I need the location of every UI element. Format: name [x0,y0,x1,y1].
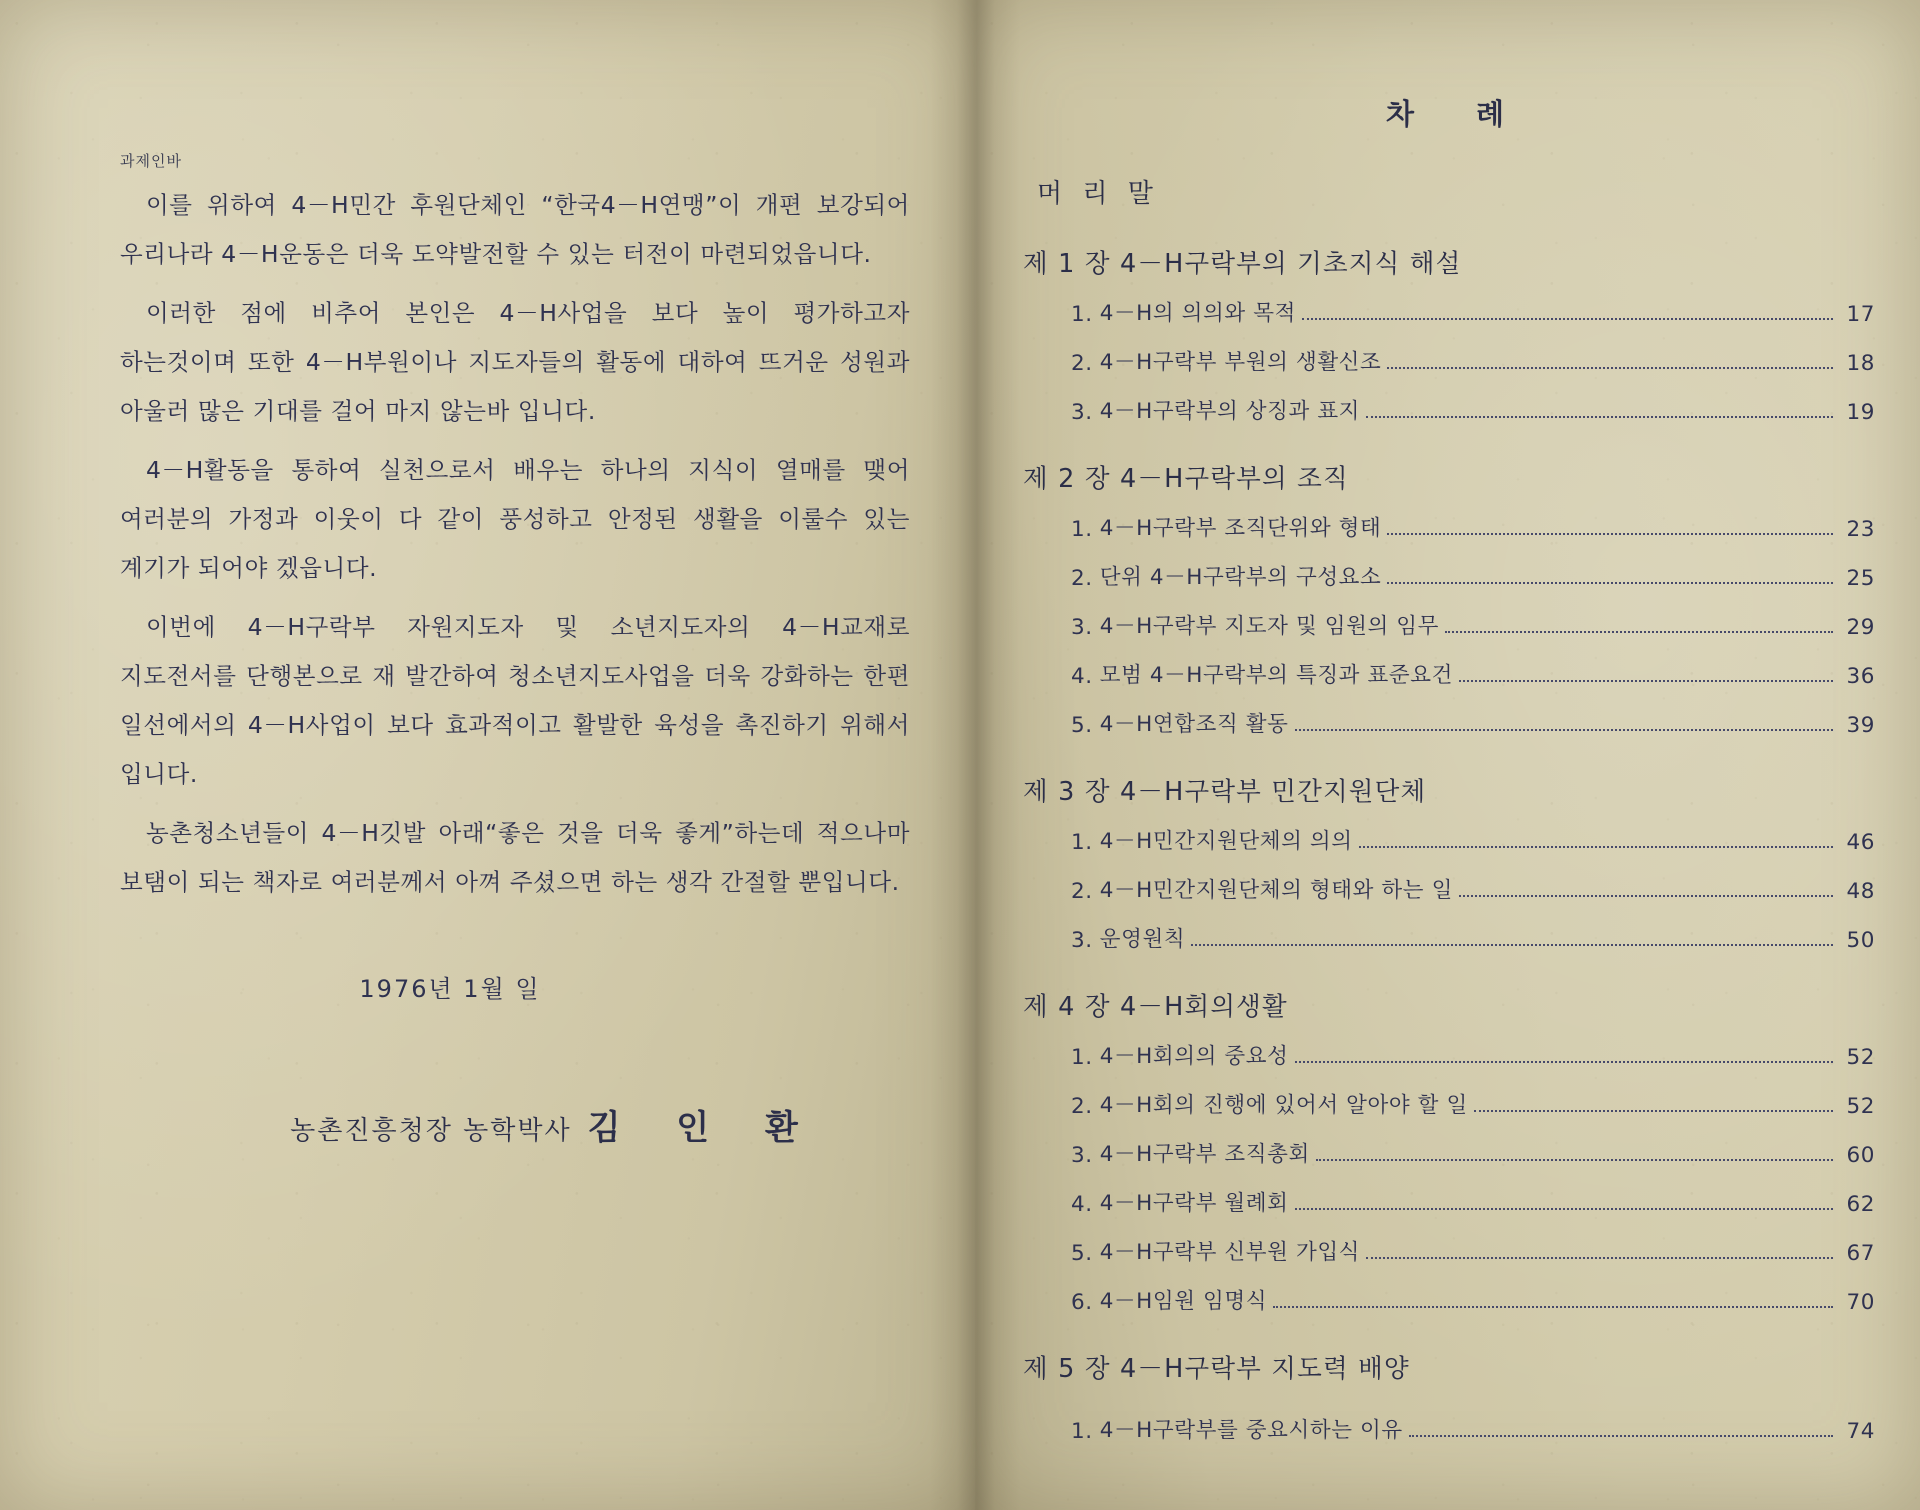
toc-entry-number: 1. [1071,1419,1093,1444]
toc-leader-dots [1409,1435,1833,1437]
toc-entry [1015,345,1875,376]
toc-entry-page: 70 [1846,1290,1875,1315]
toc-leader-dots [1302,318,1833,320]
toc-entry-page: 52 [1846,1094,1875,1119]
toc-entry-page: 62 [1846,1192,1875,1217]
toc-leader-dots [1191,944,1833,946]
toc-entry-number: 2. [1071,566,1093,591]
toc-entry [1015,1039,1875,1070]
toc-entry-page: 48 [1846,879,1875,904]
toc-entry-page: 50 [1846,928,1875,953]
signature-name: 김 인 환 [587,1108,820,1148]
toc-entry-page: 52 [1846,1045,1875,1070]
toc-entry-label: 4－H구락부 지도자 및 임원의 임무 [1099,614,1440,639]
toc-leader-dots [1366,416,1833,418]
preface-date: 1976년 1월 일 [359,975,541,1003]
toc-leader-dots [1445,631,1833,633]
preface-paragraph: 이를 위하여 4－H민간 후원단체인 “한국4－H연맹”이 개편 보강되어 우리나라 4－H운동은 더욱 도약발전할 수 있는 터전이 마련되었읍니다. [120,191,910,268]
toc-entry-number: 2. [1071,879,1093,904]
toc-entry-label: 4－H구락부 월례회 [1099,1191,1289,1216]
toc-chapter-heading: 제 3 장 4－H구락부 민간지원단체 [1023,777,1427,807]
toc-chapter-heading: 제 1 장 4－H구락부의 기초지식 해설 [1023,249,1462,279]
toc-entry-label: 4－H의 의의와 목적 [1099,301,1296,326]
toc-entry-page: 29 [1846,615,1875,640]
toc-leader-dots [1295,1208,1833,1210]
toc-entry [1015,560,1875,591]
toc-entry-number: 4. [1071,1192,1093,1217]
table-of-contents [1015,92,1875,1462]
toc-entry [1015,511,1875,542]
toc-entry-page: 23 [1846,517,1875,542]
toc-leader-dots [1295,729,1833,731]
toc-entry-number: 1. [1071,1045,1093,1070]
toc-entry-page: 74 [1846,1419,1875,1444]
preface-body [120,150,910,1149]
toc-entry [1015,707,1875,738]
signature-title: 농촌진흥청장 농학박사 [290,1116,572,1146]
toc-entry-page: 19 [1846,400,1875,425]
toc-leader-dots [1387,582,1833,584]
toc-title: 차 례 [1385,97,1531,131]
toc-entry [1015,296,1875,327]
toc-leader-dots [1387,367,1833,369]
toc-leader-dots [1474,1110,1833,1112]
toc-entry-number: 5. [1071,713,1093,738]
toc-entry-number: 4. [1071,664,1093,689]
toc-leader-dots [1316,1159,1833,1161]
toc-entry-label: 4－H민간지원단체의 의의 [1099,829,1353,854]
toc-chapter-heading: 제 5 장 4－H구락부 지도력 배양 [1023,1354,1410,1384]
toc-entry-label: 운영원칙 [1099,927,1186,952]
toc-entry-label: 4－H민간지원단체의 형태와 하는 일 [1099,878,1453,903]
preface-paragraph: 이번에 4－H구락부 자원지도자 및 소년지도자의 4－H교재로 지도전서를 단행본으로 재 발간하여 청소년지도사업을 더욱 강화하는 한편 일선에서의 4－H사업이 보다 효과적이고 활발한 육성을 촉진하기 위해서 입니다. [120,613,910,788]
toc-entry-page: 18 [1846,351,1875,376]
toc-preface-entry: 머 리 말 [1037,179,1159,209]
toc-entry-page: 36 [1846,664,1875,689]
toc-leader-dots [1359,846,1833,848]
toc-entry-label: 4－H구락부의 상징과 표지 [1099,399,1361,424]
toc-entry-label: 4－H연합조직 활동 [1099,712,1289,737]
toc-entry-number: 2. [1071,351,1093,376]
preface-paragraph: 농촌청소년들이 4－H깃발 아래“좋은 것을 더욱 좋게”하는데 적으나마 보탬이 되는 책자로 여러분께서 아껴 주셨으면 하는 생각 간절할 뿐입니다. [120,819,910,896]
toc-leader-dots [1387,533,1833,535]
toc-entry-page: 67 [1846,1241,1875,1266]
toc-entry-number: 3. [1071,615,1093,640]
toc-entry-number: 5. [1071,1241,1093,1266]
toc-entry-page: 17 [1846,302,1875,327]
preface-signature [120,1100,910,1149]
toc-entry-number: 3. [1071,928,1093,953]
toc-spacer [1015,1401,1875,1413]
toc-leader-dots [1459,895,1833,897]
toc-entry [1015,922,1875,953]
toc-leader-dots [1273,1306,1833,1308]
toc-entry-label: 단위 4－H구락부의 구성요소 [1099,565,1382,590]
toc-entry-page: 46 [1846,830,1875,855]
toc-entry-label: 4－H구락부 신부원 가입식 [1099,1240,1361,1265]
toc-entry-number: 6. [1071,1290,1093,1315]
toc-entry-label: 4－H회의의 중요성 [1099,1044,1289,1069]
toc-entry-label: 4－H회의 진행에 있어서 알아야 할 일 [1099,1093,1468,1118]
toc-entry [1015,394,1875,425]
toc-entry [1015,609,1875,640]
toc-entry-number: 1. [1071,830,1093,855]
toc-entry-number: 3. [1071,400,1093,425]
toc-chapter-heading: 제 4 장 4－H회의생활 [1023,992,1288,1022]
toc-entry [1015,1088,1875,1119]
toc-leader-dots [1366,1257,1833,1259]
toc-entry [1015,873,1875,904]
toc-entry [1015,658,1875,689]
toc-entry-number: 1. [1071,302,1093,327]
toc-entry-label: 4－H구락부를 중요시하는 이유 [1099,1418,1403,1443]
toc-entry [1015,1186,1875,1217]
toc-entry-label: 4－H구락부 조직단위와 형태 [1099,516,1382,541]
toc-entry [1015,1284,1875,1315]
toc-entry-page: 39 [1846,713,1875,738]
toc-entry-label: 4－H구락부 부원의 생활신조 [1099,350,1382,375]
toc-entry-label: 모범 4－H구락부의 특징과 표준요건 [1099,663,1453,688]
toc-entry-page: 60 [1846,1143,1875,1168]
toc-chapter-heading: 제 2 장 4－H구락부의 조직 [1023,464,1349,494]
toc-entry [1015,1137,1875,1168]
toc-entry-number: 1. [1071,517,1093,542]
toc-entry-label: 4－H구락부 조직총회 [1099,1142,1310,1167]
toc-entry-label: 4－H임원 임명식 [1099,1289,1268,1314]
toc-entry [1015,1413,1875,1444]
right-page [975,0,1920,1510]
toc-entry [1015,824,1875,855]
preface-header-note: 과제인바 [120,152,182,170]
preface-paragraph: 4－H활동을 통하여 실천으로서 배우는 하나의 지식이 열매를 맺어 여러분의 가정과 이웃이 다 같이 풍성하고 안정된 생활을 이룰수 있는 계기가 되어야 겠읍니다. [120,456,910,582]
preface-paragraph: 이러한 점에 비추어 본인은 4－H사업을 보다 높이 평가하고자 하는것이며 또한 4－H부원이나 지도자들의 활동에 대하여 뜨거운 성원과 아울러 많은 기대를 걸어 마지 않는바 입니다. [120,299,910,425]
toc-entry-number: 2. [1071,1094,1093,1119]
toc-entry-page: 25 [1846,566,1875,591]
toc-entry [1015,1235,1875,1266]
toc-leader-dots [1459,680,1833,682]
toc-leader-dots [1295,1061,1833,1063]
toc-entry-number: 3. [1071,1143,1093,1168]
